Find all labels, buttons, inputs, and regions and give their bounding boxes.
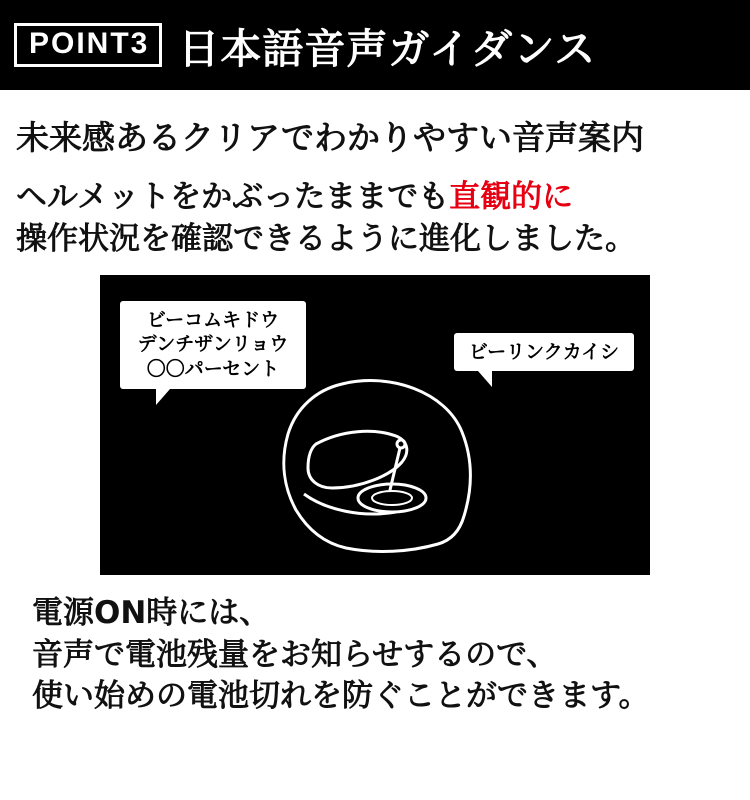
speech-bubble-right — [454, 333, 634, 372]
footer-line-1: 電源ON時には、 — [32, 594, 271, 631]
page-title: 日本語音声ガイダンス — [178, 24, 597, 73]
paragraph-highlight: 直観的に — [449, 179, 574, 215]
paragraph-line-2: 操作状況を確認できるように進化しました。 — [16, 220, 636, 257]
speech-bubble-left-line-2: デンチザンリョウ — [137, 333, 289, 356]
main-content — [0, 90, 750, 718]
footer-copy — [16, 575, 734, 719]
helmet-icon — [250, 370, 500, 570]
speech-bubble-left-line-3: 〇〇パーセント — [146, 358, 280, 381]
speech-bubble-right-line-1: ビーリンクカイシ — [468, 340, 620, 363]
paragraph-line-1 — [16, 177, 734, 219]
header-band — [0, 0, 750, 90]
helmet-illustration-panel — [100, 275, 650, 575]
lead-text: 未来感あるクリアでわかりやすい音声案内 — [16, 118, 644, 157]
point-badge: POINT3 — [14, 23, 162, 67]
footer-line-2: 音声で電池残量をお知らせするので、 — [32, 636, 558, 673]
paragraph-line-1-pre: ヘルメットをかぶったままでも — [16, 179, 450, 215]
footer-line-3: 使い始めの電池切れを防ぐことができます。 — [32, 678, 650, 715]
speech-bubble-left-line-1: ビーコムキドウ — [146, 308, 280, 331]
